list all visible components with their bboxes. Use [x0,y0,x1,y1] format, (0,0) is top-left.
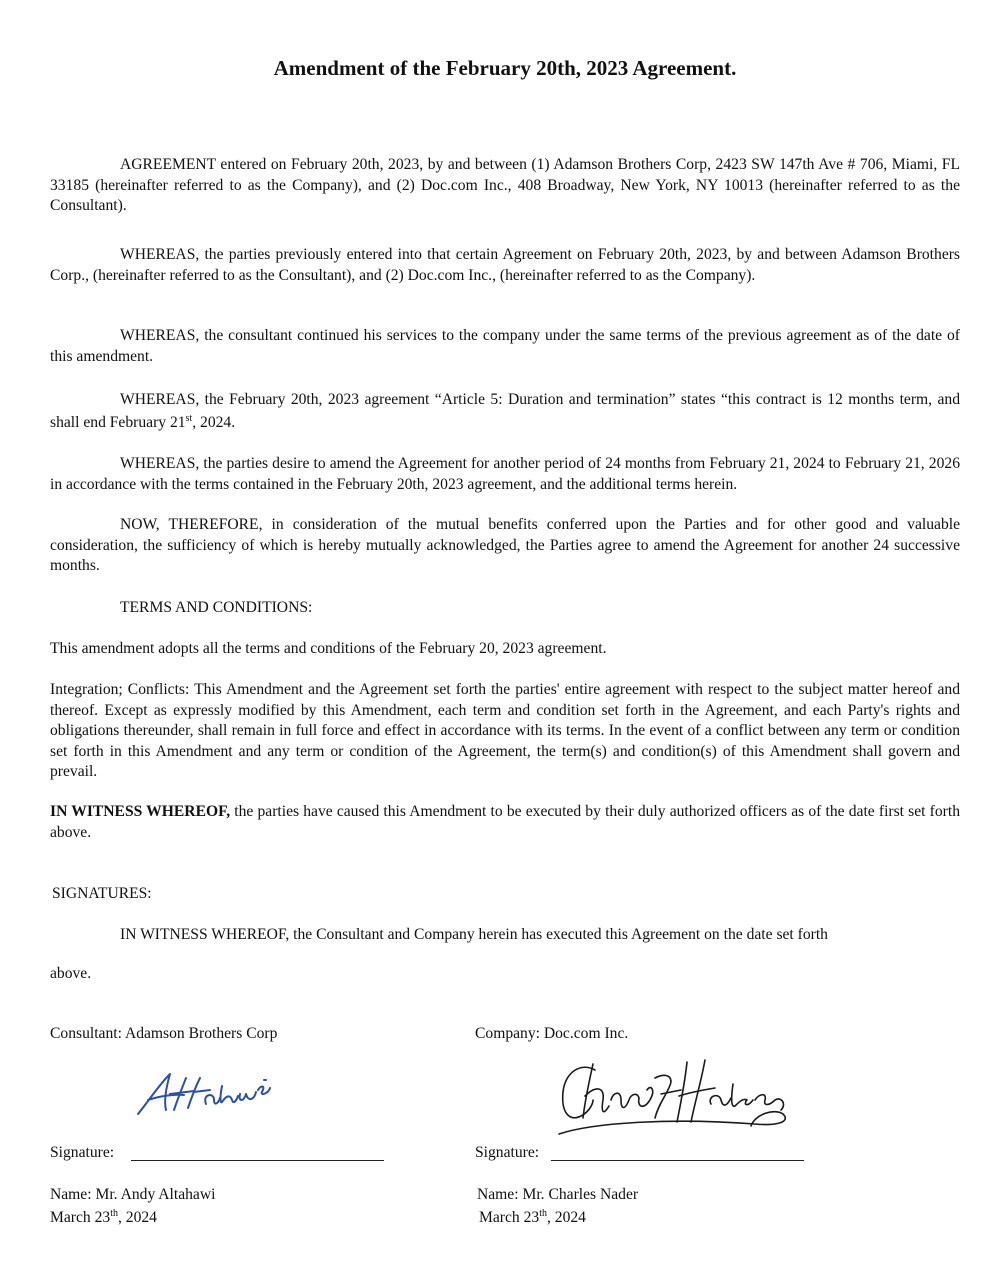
paragraph-adopts: This amendment adopts all the terms and conditions of the February 20, 2023 agreement. [50,640,607,657]
company-date-text: March 23 [479,1209,540,1226]
consultant-name: Name: Mr. Andy Altahawi [50,1186,216,1203]
paragraph-whereas-2 [50,326,960,367]
paragraph-agreement [50,155,960,217]
paragraph-whereas-4 [50,454,960,495]
witness-statement-line2: above. [50,965,92,982]
consultant-date-suffix: th [110,1207,118,1219]
paragraph-whereas-1 [50,245,960,286]
document-title: Amendment of the February 20th, 2023 Agreement. [273,56,737,80]
consultant-signature-label: Signature: [50,1144,115,1161]
paragraph-whereas-1-text: WHEREAS, the parties previously entered into that certain Agreement on February 20th, 2023, by and between Adamson Brothers Corp., (hereinafter referred to as the Consultant), and (2) Doc.com Inc., (hereinafter referred to as the Company). [50,246,960,284]
paragraph-whereas-3 [50,388,960,434]
paragraph-whereas-2-text: WHEREAS, the consultant continued his services to the company under the same terms of the previous agreement as of the date of this amendment. [50,327,960,365]
consultant-date [50,1208,157,1228]
company-signature-line [551,1160,804,1161]
consultant-date-year: , 2024 [117,1209,157,1226]
consultant-signature-line [131,1160,384,1161]
in-witness-rest: the parties have caused this Amendment to be executed by their duly authorized officers as of the date first set forth above. [50,803,960,841]
consultant-date-text: March 23 [50,1209,111,1226]
consultant-party-label: Consultant: Adamson Brothers Corp [50,1025,278,1042]
company-date-suffix: th [539,1207,547,1219]
company-party-label: Company: Doc.com Inc. [475,1025,629,1042]
consultant-handwritten-signature [130,1064,280,1124]
terms-heading-text: TERMS AND CONDITIONS: [120,599,313,616]
witness-statement-line1: IN WITNESS WHEREOF, the Consultant and Company herein has executed this Agreement on the date set forth [120,926,828,943]
paragraph-agreement-text: AGREEMENT entered on February 20th, 2023, by and between (1) Adamson Brothers Corp, 2423 SW 147th Ave # 706, Miami, FL 33185 (hereinafter referred to as the Company), and (2) Doc.com Inc., 408 Broadway, New York, NY 10013 (hereinafter referred to as the Consultant). [50,156,960,214]
signatures-heading: SIGNATURES: [52,885,152,902]
paragraph-whereas-3-end: , 2024. [192,414,236,431]
company-signature-label: Signature: [475,1144,540,1161]
company-date-year: , 2024 [546,1209,586,1226]
ordinal-suffix: st [185,412,193,424]
paragraph-now-therefore-text: NOW, THEREFORE, in consideration of the mutual benefits conferred upon the Parties and for other good and valuable consideration, the sufficiency of which is hereby mutually acknowledged, the Parties agree to amend the Agreement for another 24 successive months. [50,516,960,574]
terms-heading [50,598,960,619]
company-handwritten-signature [555,1056,800,1146]
paragraph-integration: Integration; Conflicts: This Amendment and the Agreement set forth the parties' entire agreement with respect to the subject matter hereof and thereof. Except as expressly modified by this Amendment, each term and condition set forth in the Agreement, and each Party's rights and obligations thereunder, shall remain in full force and effect in accordance with its terms. In the event of a conflict between any term or condition set forth in this Amendment and any term or condition of the Agreement, the term(s) and condition(s) of this Amendment shall govern and prevail. [50,681,960,780]
company-name: Name: Mr. Charles Nader [477,1186,639,1203]
company-date [479,1208,586,1228]
paragraph-in-witness [50,802,960,843]
in-witness-bold: IN WITNESS WHEREOF, [50,803,231,820]
paragraph-whereas-3-text: WHEREAS, the February 20th, 2023 agreement “Article 5: Duration and termination” states “this contract is 12 months term, and shall end February 21 [50,391,960,431]
paragraph-whereas-4-text: WHEREAS, the parties desire to amend the Agreement for another period of 24 months from February 21, 2024 to February 21, 2026 in accordance with the terms contained in the February 20th, 2023 agreement, and the additional terms herein. [50,455,960,493]
paragraph-now-therefore [50,515,960,577]
